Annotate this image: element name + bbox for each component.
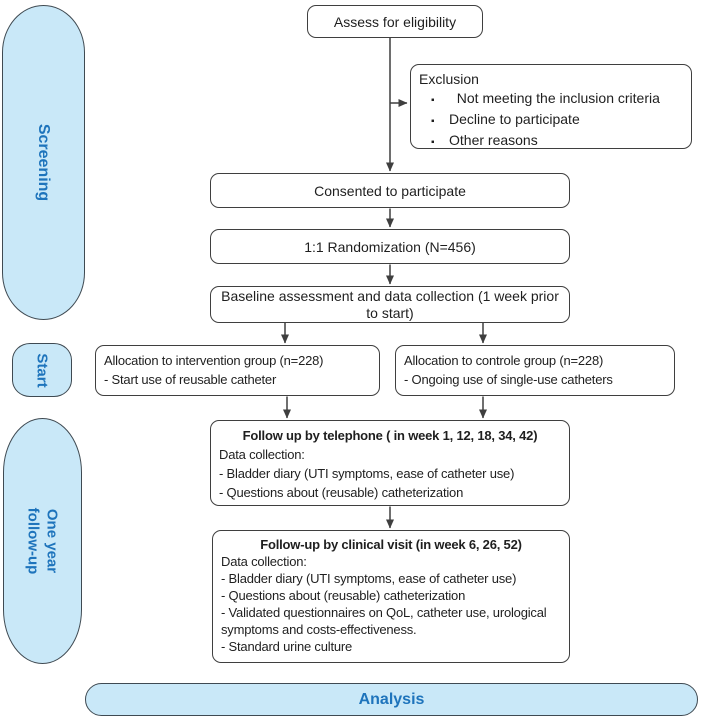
bullet-square-icon xyxy=(419,133,449,152)
clinical-followup-line: - Bladder diary (UTI symptoms, ease of catheter use) xyxy=(221,571,517,586)
clinical-followup-line: - Validated questionnaires on QoL, catheter use, urological symptoms and costs-effectiveness. xyxy=(221,605,547,637)
allocation-intervention-line1: Allocation to intervention group (n=228) xyxy=(104,353,324,368)
stage-label-one-year-follow-up xyxy=(24,508,62,575)
telephone-followup-line: - Questions about (reusable) catheterization xyxy=(219,485,464,500)
clinical-followup-title: Follow-up by clinical visit (in week 6, 26, 52) xyxy=(260,537,522,552)
box-exclusion xyxy=(410,64,692,149)
stage-label-line2: follow-up xyxy=(24,507,42,575)
stage-band-one-year-follow-up xyxy=(3,418,82,664)
bullet-square-icon xyxy=(419,91,449,110)
clinical-followup-line: - Standard urine culture xyxy=(221,639,353,654)
telephone-followup-line: Data collection: xyxy=(219,447,305,462)
exclusion-item xyxy=(419,89,681,110)
box-assess-eligibility xyxy=(307,5,483,38)
analysis-bar xyxy=(85,683,698,716)
telephone-followup-title: Follow up by telephone ( in week 1, 12, 18, 34, 42) xyxy=(242,428,538,443)
box-baseline-assessment xyxy=(210,286,570,323)
box-allocation-control xyxy=(395,345,675,396)
box-consented xyxy=(210,173,570,208)
stage-band-start xyxy=(12,343,72,397)
clinical-followup-line: - Questions about (reusable) catheterization xyxy=(221,588,466,603)
exclusion-item-text: Other reasons xyxy=(449,132,538,148)
exclusion-item xyxy=(419,110,681,131)
box-randomization xyxy=(210,229,570,264)
box-telephone-followup xyxy=(210,420,570,506)
stage-band-screening xyxy=(2,5,85,320)
allocation-control-line1: Allocation to controle group (n=228) xyxy=(404,353,604,368)
stage-label-line1: One year xyxy=(43,508,61,574)
assess-label: Assess for eligibility xyxy=(333,13,457,30)
exclusion-item-text: Not meeting the inclusion criteria xyxy=(449,90,660,106)
stage-label-start: Start xyxy=(33,352,51,388)
exclusion-item-text: Decline to participate xyxy=(449,111,580,127)
box-clinical-followup xyxy=(212,530,570,663)
box-allocation-intervention xyxy=(95,345,380,396)
bullet-square-icon xyxy=(419,112,449,131)
clinical-followup-line: Data collection: xyxy=(221,554,307,569)
stage-label-screening: Screening xyxy=(34,123,52,202)
consented-label: Consented to participate xyxy=(314,182,466,199)
exclusion-title: Exclusion xyxy=(419,71,479,87)
allocation-control-line2: - Ongoing use of single-use catheters xyxy=(404,372,613,387)
exclusion-item xyxy=(419,131,681,152)
allocation-intervention-line2: - Start use of reusable catheter xyxy=(104,372,277,387)
baseline-label: Baseline assessment and data collection (1 week prior to start) xyxy=(221,287,559,321)
telephone-followup-line: - Bladder diary (UTI symptoms, ease of catheter use) xyxy=(219,466,515,481)
randomization-label: 1:1 Randomization (N=456) xyxy=(304,238,476,255)
analysis-label: Analysis xyxy=(358,690,425,708)
